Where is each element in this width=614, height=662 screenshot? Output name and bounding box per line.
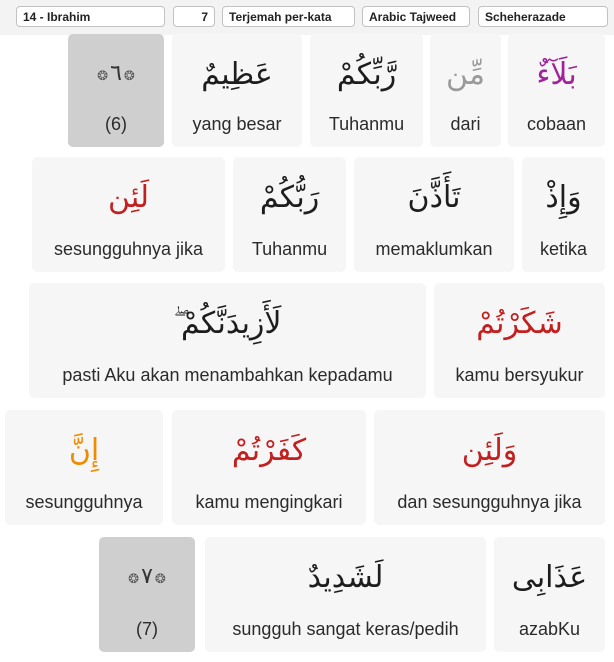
arabic-word: رَبُّكُمْ <box>259 180 320 215</box>
arabic-word: مِّن <box>446 57 485 92</box>
ayah-number-label: (7) <box>136 619 158 639</box>
translation-selector[interactable]: Terjemah per-kata <box>222 6 355 27</box>
ornament-icon: ❂ <box>154 572 166 587</box>
word-card[interactable] <box>205 537 486 652</box>
arabic-word: بَلَآءٌ <box>536 57 577 92</box>
word-translation: azabKu <box>518 619 581 639</box>
word-translation: Tuhanmu <box>328 114 405 134</box>
word-card[interactable] <box>5 410 163 525</box>
word-translation: dari <box>450 114 481 134</box>
ayah-end-marker[interactable] <box>99 537 195 652</box>
ayah-number-label: (6) <box>105 114 127 134</box>
word-card[interactable] <box>430 34 501 147</box>
ornament-icon: ❂ <box>128 572 140 587</box>
word-card[interactable] <box>508 34 605 147</box>
arabic-word: لَئِن <box>107 180 150 215</box>
word-card[interactable] <box>522 157 605 272</box>
word-translation: ketika <box>539 239 588 259</box>
word-card[interactable] <box>233 157 346 272</box>
word-card[interactable] <box>434 283 605 398</box>
word-translation: Tuhanmu <box>251 239 328 259</box>
word-card[interactable] <box>172 34 302 147</box>
ayah-number-medallion: ❂٦ ❂ <box>97 61 135 86</box>
ornament-icon: ❂ <box>123 69 135 84</box>
arabic-word: لَشَدِيدٌ <box>307 560 384 595</box>
word-translation: pasti Aku akan menambahkan kepadamu <box>62 365 393 385</box>
arabic-word: وَإِذْ <box>545 180 582 215</box>
word-translation: dan sesungguhnya jika <box>397 492 582 512</box>
toolbar <box>0 0 614 35</box>
arabic-word: عَذَابِى <box>511 560 588 595</box>
arabic-word: تَأَذَّنَ <box>407 180 461 215</box>
word-translation: sungguh sangat keras/pedih <box>232 619 459 639</box>
arabic-word: شَكَرْتُمْ <box>476 306 563 341</box>
ornament-icon: ❂ <box>97 69 109 84</box>
script-style-selector[interactable]: Arabic Tajweed <box>362 6 470 27</box>
word-card[interactable] <box>310 34 423 147</box>
arabic-word: وَلَئِن <box>461 433 518 468</box>
arabic-word: عَظِيمٌ <box>201 57 273 92</box>
word-translation: sesungguhnya <box>25 492 143 512</box>
word-translation: sesungguhnya jika <box>53 239 204 259</box>
word-card[interactable] <box>494 537 605 652</box>
word-translation: kamu mengingkari <box>195 492 343 512</box>
word-translation: yang besar <box>192 114 282 134</box>
word-translation: memaklumkan <box>375 239 493 259</box>
ayah-number-medallion: ❂٧ ❂ <box>128 564 166 589</box>
word-card[interactable] <box>172 410 366 525</box>
word-translation: cobaan <box>526 114 587 134</box>
arabic-word: لَأَزِيدَنَّكُمْ ۖ <box>173 306 282 341</box>
word-card[interactable] <box>374 410 605 525</box>
arabic-word: كَفَرْتُمْ <box>231 433 307 468</box>
surah-selector[interactable]: 14 - Ibrahim <box>16 6 165 27</box>
word-card[interactable] <box>354 157 514 272</box>
word-card[interactable] <box>32 157 225 272</box>
word-card[interactable] <box>29 283 426 398</box>
arabic-word: رَّبِّكُمْ <box>336 57 397 92</box>
ayah-end-marker[interactable] <box>68 34 164 147</box>
arabic-word: إِنَّ <box>68 433 100 468</box>
ayah-number-field[interactable]: 7 <box>173 6 215 27</box>
word-translation: kamu bersyukur <box>455 365 584 385</box>
font-selector[interactable]: Scheherazade <box>478 6 608 27</box>
